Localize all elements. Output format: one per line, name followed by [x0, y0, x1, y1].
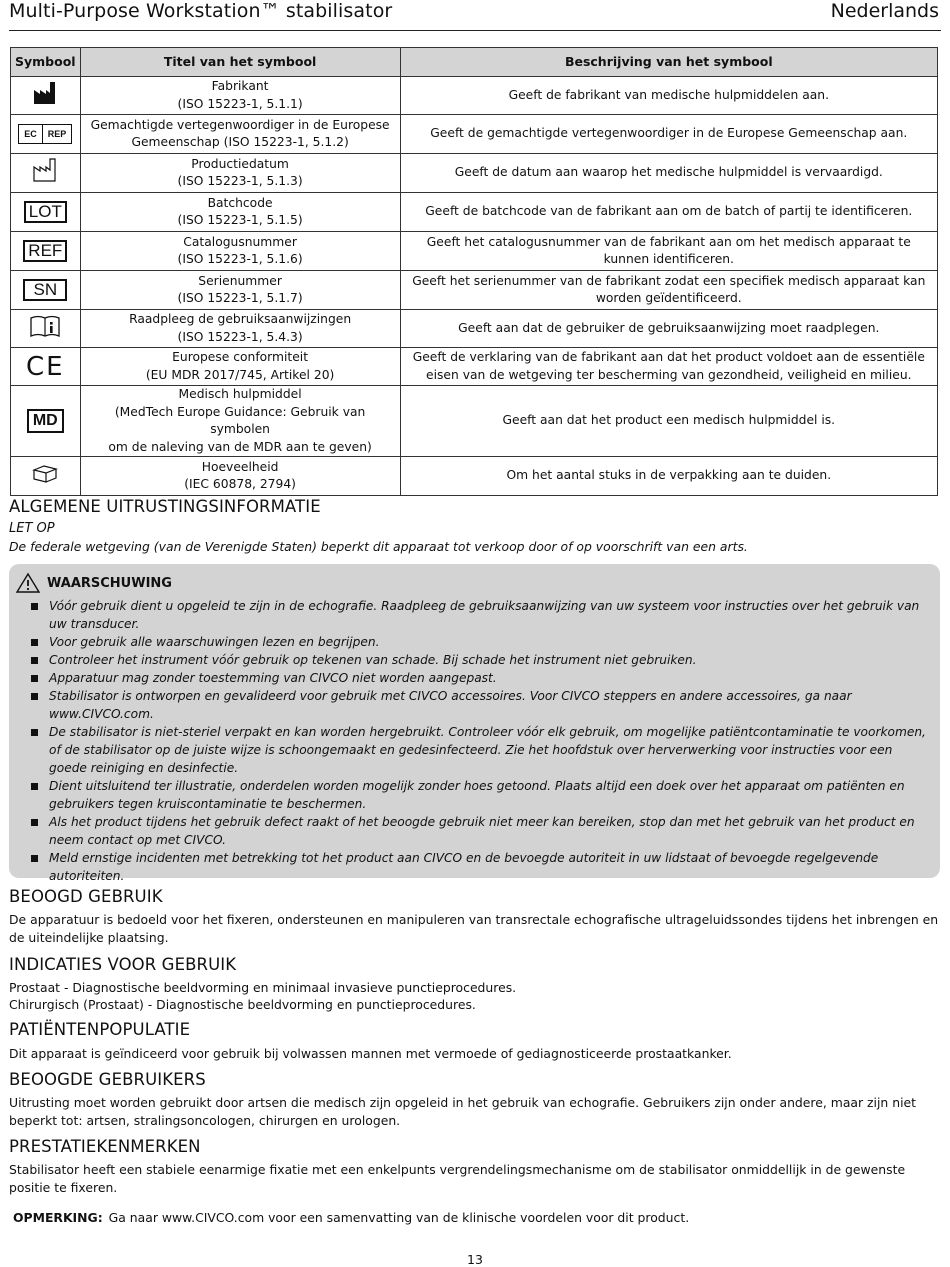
ec-rep-icon: EC REP	[18, 124, 72, 144]
list-item: Als het product tijdens het gebruik defect raakt of het beoogde gebruik niet meer kan bereiken, stop dan met het gebruik van het product en neem contact op met CIVCO.	[27, 813, 927, 849]
manufacturer-icon	[32, 81, 58, 111]
warning-list	[27, 597, 927, 885]
paragraph: De apparatuur is bedoeld voor het fixeren, ondersteunen en manipuleren van transrectale echografische ultrageluidssondes tijdens het inbrengen en de uiteindelijke plaatsing.	[9, 912, 939, 945]
symbol-cell	[11, 154, 81, 193]
table-row	[11, 310, 938, 348]
table-header-row	[11, 48, 938, 77]
table-row	[11, 77, 938, 115]
language-label: Nederlands	[830, 0, 939, 22]
consult-instructions-icon	[29, 314, 61, 344]
symbol-title: Catalogusnummer (ISO 15223-1, 5.1.6)	[80, 232, 400, 271]
symbol-cell	[11, 457, 81, 496]
section-heading: BEOOGDE GEBRUIKERS	[9, 1070, 206, 1089]
section-heading: INDICATIES VOOR GEBRUIK	[9, 955, 237, 974]
symbol-cell	[11, 115, 81, 154]
symbol-description: Geeft de batchcode van de fabrikant aan om de batch of partij te identificeren.	[400, 193, 937, 232]
symbol-cell	[11, 386, 81, 457]
note	[13, 1210, 689, 1225]
symbol-description: Geeft het catalogusnummer van de fabrikant aan om het medisch apparaat te kunnen identificeren.	[400, 232, 937, 271]
ce-mark-icon: CE	[26, 351, 65, 382]
symbol-title: Batchcode (ISO 15223-1, 5.1.5)	[80, 193, 400, 232]
symbol-title: Serienummer (ISO 15223-1, 5.1.7)	[80, 271, 400, 310]
warning-box	[9, 564, 940, 883]
symbol-title: Gemachtigde vertegenwoordiger in de Europese Gemeenschap (ISO 15223-1, 5.1.2)	[80, 115, 400, 154]
column-header: Beschrijving van het symbool	[400, 48, 937, 77]
paragraph: Prostaat - Diagnostische beeldvorming en minimaal invasieve punctieprocedures.	[9, 980, 517, 995]
column-header: Titel van het symbool	[80, 48, 400, 77]
table-row	[11, 115, 938, 154]
symbol-cell	[11, 271, 81, 310]
page-number: 13	[467, 1252, 483, 1267]
symbol-title: Fabrikant (ISO 15223-1, 5.1.1)	[80, 77, 400, 115]
table-row	[11, 348, 938, 386]
note-text: Ga naar www.CIVCO.com voor een samenvatting van de klinische voordelen voor dit product.	[108, 1210, 690, 1225]
symbol-cell	[11, 77, 81, 115]
table-row	[11, 232, 938, 271]
document-title: Multi-Purpose Workstation™ stabilisator	[9, 0, 393, 22]
symbol-description: Geeft het serienummer van de fabrikant zodat een specifiek medisch apparaat kan worden geïdentificeerd.	[400, 271, 937, 310]
symbol-cell	[11, 232, 81, 271]
md-icon: MD	[27, 409, 64, 433]
paragraph: Dit apparaat is geïndiceerd voor gebruik bij volwassen mannen met vermoede of gediagnosticeerde prostaatkanker.	[9, 1046, 732, 1061]
symbol-description: Geeft de datum aan waarop het medische hulpmiddel is vervaardigd.	[400, 154, 937, 193]
section-heading: ALGEMENE UITRUSTINGSINFORMATIE	[9, 497, 321, 516]
caution-text: De federale wetgeving (van de Verenigde Staten) beperkt dit apparaat tot verkoop door of op voorschrift van een arts.	[9, 539, 748, 554]
table-row	[11, 457, 938, 496]
symbol-cell	[11, 310, 81, 348]
symbol-title: Europese conformiteit (EU MDR 2017/745, Artikel 20)	[80, 348, 400, 386]
date-of-manufacture-icon	[32, 158, 58, 188]
sn-icon: SN	[23, 279, 67, 301]
symbol-description: Geeft aan dat de gebruiker de gebruiksaanwijzing moet raadplegen.	[400, 310, 937, 348]
symbol-description: Geeft de verklaring van de fabrikant aan dat het product voldoet aan de essentiële eisen van de wetgeving ter bescherming van gezondheid, veiligheid en milieu.	[400, 348, 937, 386]
symbol-description: Geeft aan dat het product een medisch hulpmiddel is.	[400, 386, 937, 457]
table-row	[11, 154, 938, 193]
symbol-cell	[11, 193, 81, 232]
section-heading: PATIËNTENPOPULATIE	[9, 1020, 191, 1039]
list-item: Vóór gebruik dient u opgeleid te zijn in de echografie. Raadpleeg de gebruiksaanwijzing van uw systeem voor instructies over het gebruik van uw transducer.	[27, 597, 927, 633]
section-heading: BEOOGD GEBRUIK	[9, 887, 163, 906]
symbol-cell	[11, 348, 81, 386]
ref-icon: REF	[23, 240, 67, 262]
column-header: Symbool	[11, 48, 81, 77]
symbol-title: Raadpleeg de gebruiksaanwijzingen (ISO 15223-1, 5.4.3)	[80, 310, 400, 348]
symbol-description: Om het aantal stuks in de verpakking aan te duiden.	[400, 457, 937, 496]
table-row	[11, 271, 938, 310]
symbol-title: Hoeveelheid (IEC 60878, 2794)	[80, 457, 400, 496]
caution-label: LET OP	[9, 521, 55, 536]
list-item: Stabilisator is ontworpen en gevalideerd voor gebruik met CIVCO accessoires. Voor CIVCO steppers en andere accessoires, ga naar www.CIVCO.com.	[27, 687, 927, 723]
quantity-icon	[30, 462, 60, 490]
table-row	[11, 193, 938, 232]
list-item: De stabilisator is niet-steriel verpakt en kan worden hergebruikt. Controleer vóór elk gebruik, om mogelijke patiëntcontaminatie te voorkomen, of de stabilisator op de juiste wijze is schoongemaakt en gedesinfecteerd. Zie het hoofdstuk over herverwerking voor instructies voor een goede reiniging en desinfectie.	[27, 723, 927, 777]
section-heading: PRESTATIEKENMERKEN	[9, 1137, 201, 1156]
list-item: Voor gebruik alle waarschuwingen lezen en begrijpen.	[27, 633, 927, 651]
lot-icon: LOT	[24, 201, 67, 223]
list-item: Controleer het instrument vóór gebruik op tekenen van schade. Bij schade het instrument niet gebruiken.	[27, 651, 927, 669]
paragraph: Chirurgisch (Prostaat) - Diagnostische beeldvorming en punctieprocedures.	[9, 997, 476, 1012]
paragraph: Uitrusting moet worden gebruikt door artsen die medisch zijn opgeleid in het gebruik van echografie. Gebruikers zijn onder andere, maar zijn niet beperkt tot: artsen, stralingsoncologen, chirurgen en urologen.	[9, 1095, 916, 1128]
paragraph: Stabilisator heeft een stabiele eenarmige fixatie met een enkelpunts vergrendelingsmechanisme om de stabilisator onmiddellijk in de gewenste positie te fixeren.	[9, 1162, 906, 1195]
list-item: Apparatuur mag zonder toestemming van CIVCO niet worden aangepast.	[27, 669, 927, 687]
warning-triangle-icon	[15, 572, 41, 598]
symbols-table	[10, 47, 938, 496]
list-item: Meld ernstige incidenten met betrekking tot het product aan CIVCO en de bevoegde autoriteit in uw lidstaat of bevoegde regelgevende autoriteiten.	[27, 849, 927, 885]
symbol-description: Geeft de fabrikant van medische hulpmiddelen aan.	[400, 77, 937, 115]
list-item: Dient uitsluitend ter illustratie, onderdelen worden mogelijk zonder hoes getoond. Plaats altijd een doek over het apparaat om patiënten en gebruikers tegen kruiscontaminatie te beschermen.	[27, 777, 927, 813]
table-row	[11, 386, 938, 457]
symbol-description: Geeft de gemachtigde vertegenwoordiger in de Europese Gemeenschap aan.	[400, 115, 937, 154]
note-label: OPMERKING:	[13, 1210, 103, 1225]
symbol-title: Medisch hulpmiddel (MedTech Europe Guidance: Gebruik van symbolen om de naleving van de MDR aan te geven)	[80, 386, 400, 457]
warning-title: WAARSCHUWING	[47, 576, 172, 591]
page-header	[9, 0, 941, 31]
symbol-title: Productiedatum (ISO 15223-1, 5.1.3)	[80, 154, 400, 193]
